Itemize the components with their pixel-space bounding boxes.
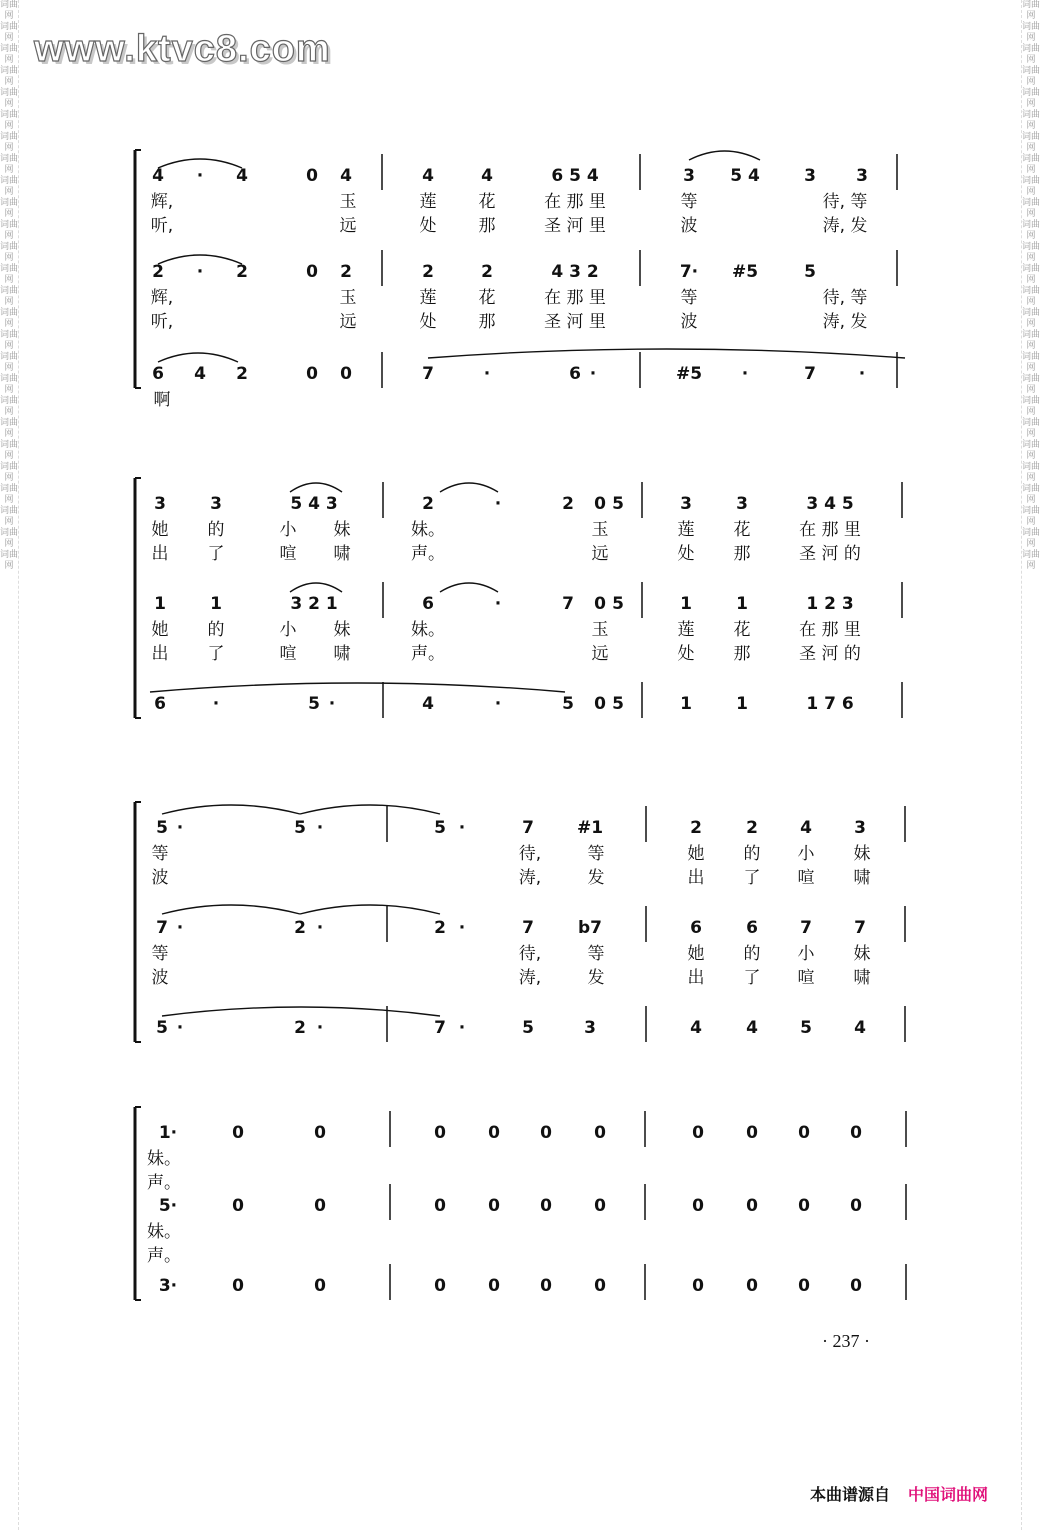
lyric-word: 涛, [518,868,542,888]
lyric-word: 妹 [333,620,351,640]
lyric-word: 发 [587,868,605,888]
lyric-word: 波 [151,868,169,888]
jianpu-note: 0 [692,1123,704,1143]
lyric-word: 圣 河 的 [799,544,861,564]
jianpu-note: 0 [692,1276,704,1296]
jianpu-note: 5· [158,1196,178,1216]
lyric-word: 在 那 里 [544,288,606,308]
lyric-word: 花 [733,620,751,640]
lyric-word: 妹。 [411,520,445,540]
jianpu-note: 0 [594,494,606,514]
lyric-word: 啸 [333,544,351,564]
lyric-word: 待, 等 [822,288,868,308]
jianpu-note: 6 [690,918,702,938]
jianpu-note: 0 [594,1196,606,1216]
lyric-word: 小 [797,844,815,864]
jianpu-note: #5 [731,262,759,282]
jianpu-note: 3 [856,166,868,186]
jianpu-note: · [196,166,204,186]
jianpu-note: 0 [232,1276,244,1296]
jianpu-note: 7 [562,594,574,614]
jianpu-note: 0 [434,1123,446,1143]
jianpu-note: · [176,918,184,938]
jianpu-note: 0 [306,262,318,282]
lyric-word: 处 [419,312,437,332]
jianpu-note: · [494,594,502,614]
jianpu-note: · [458,918,466,938]
jianpu-note: #5 [675,364,703,384]
jianpu-note: 5 [612,594,624,614]
jianpu-note: · [212,694,220,714]
jianpu-note: 0 [488,1276,500,1296]
jianpu-note: 1 2 3 [806,594,854,614]
jianpu-note: 0 [594,1276,606,1296]
jianpu-note: 1 [680,594,692,614]
jianpu-note: 4 [854,1018,866,1038]
jianpu-note: · [458,818,466,838]
lyric-word: 等 [680,192,698,212]
jianpu-note: 3 [584,1018,596,1038]
lyric-word: 待, 等 [822,192,868,212]
jianpu-note: 0 [594,594,606,614]
jianpu-note: 0 [488,1123,500,1143]
lyric-word: 喧 [797,868,815,888]
jianpu-note: 0 [850,1123,862,1143]
slur [162,805,300,814]
jianpu-note: 2 [690,818,702,838]
lyric-word: 妹 [853,844,871,864]
jianpu-note: 2 [434,918,446,938]
jianpu-note: 3 [680,494,692,514]
lyric-word: 了 [743,868,761,888]
lyric-word: 等 [151,944,169,964]
slur [440,483,498,492]
jianpu-note: 1 [680,694,692,714]
lyric-word: 了 [207,644,225,664]
lyric-word: 远 [591,644,609,664]
lyric-word: 涛, 发 [822,312,868,332]
lyric-word: 波 [680,312,698,332]
lyric-word: 啸 [853,868,871,888]
jianpu-note: 5 [562,694,574,714]
jianpu-note: b7 [578,918,602,938]
jianpu-note: 7 [804,364,816,384]
site-watermark: www.ktvc8.com [34,28,331,70]
lyric-word: 涛, 发 [822,216,868,236]
jianpu-note: 6 [152,364,164,384]
jianpu-note: 0 [340,364,352,384]
lyric-word: 辉, [150,192,174,212]
lyric-word: 等 [587,844,605,864]
lyric-word: 莲 [419,192,437,212]
lyric-word: 莲 [419,288,437,308]
lyric-word: 了 [207,544,225,564]
lyric-word: 妹。 [411,620,445,640]
lyric-word: 声。 [411,544,445,564]
jianpu-note: 6 5 4 [551,166,599,186]
jianpu-note: 0 [692,1196,704,1216]
lyric-word: 喧 [279,644,297,664]
jianpu-note: 5 [434,818,446,838]
lyric-word: 待, [518,844,542,864]
jianpu-note: 4 [194,364,206,384]
lyric-word: 小 [279,520,297,540]
jianpu-note: 2 [562,494,574,514]
lyric-word: 在 那 里 [799,620,861,640]
source-label: 本曲谱源自 [810,1485,891,1504]
jianpu-note: 0 [798,1196,810,1216]
slur [158,255,242,264]
jianpu-note: 0 [850,1196,862,1216]
lyric-word: 莲 [677,520,695,540]
jianpu-note: 5 [156,1018,168,1038]
jianpu-note: 3 [854,818,866,838]
lyric-word: 喧 [797,968,815,988]
lyric-word: 听, [150,216,174,236]
lyric-word: 那 [478,216,496,236]
jianpu-note: 0 [314,1196,326,1216]
jianpu-note: 1 7 6 [806,694,854,714]
lyric-word: 远 [339,216,357,236]
jianpu-note: · [196,262,204,282]
lyric-word: 的 [207,620,225,640]
lyric-word: 那 [478,312,496,332]
lyric-word: 花 [478,288,496,308]
lyric-word: 处 [677,544,695,564]
jianpu-note: 0 [232,1196,244,1216]
lyric-word: 出 [151,644,169,664]
lyric-word: 玉 [591,520,609,540]
lyric-word: 远 [591,544,609,564]
lyric-word: 的 [207,520,225,540]
lyric-word: 圣 河 里 [544,312,606,332]
slur [162,905,300,914]
lyric-word: 妹。 [147,1149,181,1169]
lyric-word: 小 [797,944,815,964]
jianpu-note: 2 [746,818,758,838]
lyric-word: 在 那 里 [544,192,606,212]
jianpu-note: 4 [340,166,352,186]
jianpu-note: · [494,494,502,514]
jianpu-note: #1 [576,818,604,838]
lyric-word: 花 [733,520,751,540]
jianpu-note: 7 [422,364,434,384]
site-name: 中国词曲网 [908,1485,989,1504]
jianpu-note: · [176,818,184,838]
slur [428,349,905,358]
lyric-word: 玉 [591,620,609,640]
lyric-word: 出 [687,968,705,988]
jianpu-note: 6 [422,594,434,614]
jianpu-note: 4 [800,818,812,838]
lyric-word: 辉, [150,288,174,308]
jianpu-note: 7 [156,918,168,938]
jianpu-note: 1 [154,594,166,614]
jianpu-note: 2 [236,364,248,384]
lyric-word: 等 [587,944,605,964]
lyric-word: 妹 [853,944,871,964]
slur [158,353,238,362]
jianpu-note: 5 [522,1018,534,1038]
jianpu-note: 5 [804,262,816,282]
lyric-word: 声。 [147,1173,181,1193]
jianpu-note: · [494,694,502,714]
slur [300,905,440,914]
lyric-word: 了 [743,968,761,988]
slur [689,151,760,160]
jianpu-note: 0 [746,1276,758,1296]
jianpu-note: 0 [850,1276,862,1296]
jianpu-note: 5 4 [730,166,760,186]
lyric-word: 在 那 里 [799,520,861,540]
slur [290,483,342,492]
page-number: · 237 · [822,1331,870,1351]
jianpu-note: 3 4 5 [806,494,854,514]
lyric-word: 声。 [411,644,445,664]
lyric-word: 玉 [339,288,357,308]
lyric-word: 那 [733,544,751,564]
lyric-word: 她 [151,520,169,540]
jianpu-note: 0 [540,1276,552,1296]
jianpu-note: 0 [434,1276,446,1296]
jianpu-note: · [858,364,866,384]
jianpu-note: 0 [314,1276,326,1296]
jianpu-note: 0 [306,166,318,186]
lyric-word: 她 [151,620,169,640]
lyric-word: 涛, [518,968,542,988]
jianpu-note: 2 [236,262,248,282]
jianpu-note: 0 [314,1123,326,1143]
lyric-word: 待, [518,944,542,964]
lyric-word: 出 [687,868,705,888]
lyric-word: 喧 [279,544,297,564]
lyric-word: 声。 [147,1246,181,1266]
jianpu-note: · [316,818,324,838]
jianpu-note: 7 [522,918,534,938]
jianpu-note: · [316,1018,324,1038]
jianpu-note: 0 [540,1196,552,1216]
jianpu-note: 7 [434,1018,446,1038]
slur [162,1007,440,1016]
jianpu-note: 5 4 3 [290,494,338,514]
lyric-word: 小 [279,620,297,640]
jianpu-note: 7 [522,818,534,838]
lyric-word: 玉 [339,192,357,212]
jianpu-note: 0 [798,1276,810,1296]
lyric-word: 啸 [853,968,871,988]
lyric-word: 的 [743,844,761,864]
right-watermark-strip: 词曲网 词曲网 词曲网 词曲网 词曲网 词曲网 词曲网 词曲网 词曲网 词曲网 词曲网 词曲网 词曲网 词曲网 词曲网 词曲网 词曲网 词曲网 词曲网 词曲网 词曲网 词曲网 词曲网 词曲网 词曲网 词曲网 [1021,0,1040,1530]
jianpu-note: 2 [422,494,434,514]
jianpu-note: 7 [800,918,812,938]
lyric-word: 莲 [677,620,695,640]
jianpu-note: · [741,364,749,384]
jianpu-note: 4 [746,1018,758,1038]
jianpu-note: 3 [154,494,166,514]
jianpu-note: 0 [594,1123,606,1143]
lyric-word: 的 [743,944,761,964]
slur [290,583,342,592]
lyric-word: 妹 [333,520,351,540]
lyric-word: 圣 河 里 [544,216,606,236]
lyric-word: 出 [151,544,169,564]
jianpu-note: 0 [232,1123,244,1143]
jianpu-note: 4 [422,694,434,714]
jianpu-note: 0 [594,694,606,714]
slur [300,805,440,814]
jianpu-note: 0 [798,1123,810,1143]
lyric-word: 啊 [153,390,171,410]
jianpu-note: 1 [210,594,222,614]
jianpu-note: 0 [306,364,318,384]
left-watermark-strip: 词曲网 词曲网 词曲网 词曲网 词曲网 词曲网 词曲网 词曲网 词曲网 词曲网 词曲网 词曲网 词曲网 词曲网 词曲网 词曲网 词曲网 词曲网 词曲网 词曲网 词曲网 词曲网 词曲网 词曲网 词曲网 词曲网 [0,0,19,1530]
lyric-word: 圣 河 的 [799,644,861,664]
lyric-word: 波 [680,216,698,236]
lyric-word: 处 [677,644,695,664]
jianpu-note: 0 [746,1196,758,1216]
lyric-word: 远 [339,312,357,332]
jianpu-note: 0 [434,1196,446,1216]
jianpu-note: 2 [481,262,493,282]
lyric-word: 啸 [333,644,351,664]
jianpu-note: 7· [679,262,699,282]
source-footer [810,1482,988,1505]
jianpu-note: 5 [800,1018,812,1038]
jianpu-note: 4 [236,166,248,186]
jianpu-note: 2 [422,262,434,282]
lyric-word: 发 [587,968,605,988]
lyric-word: 处 [419,216,437,236]
jianpu-note: 5 [612,694,624,714]
jianpu-note: 0 [540,1123,552,1143]
jianpu-note: 1 [736,694,748,714]
lyric-word: 等 [151,844,169,864]
jianpu-note: 4 3 2 [551,262,599,282]
lyric-word: 妹。 [147,1222,181,1242]
jianpu-note: 5 [308,694,320,714]
jianpu-note: 2 [294,918,306,938]
jianpu-note: 4 [422,166,434,186]
jianpu-note: 4 [481,166,493,186]
jianpu-note: 5 [156,818,168,838]
jianpu-note: 2 [340,262,352,282]
jianpu-note: 5 [294,818,306,838]
jianpu-note: · [176,1018,184,1038]
jianpu-note: 2 [152,262,164,282]
slur [440,583,498,592]
lyric-word: 等 [680,288,698,308]
lyric-word: 波 [151,968,169,988]
jianpu-note: 7 [854,918,866,938]
jianpu-note: 3 [210,494,222,514]
slur [150,683,565,692]
jianpu-note: 1· [158,1123,178,1143]
lyric-word: 她 [687,844,705,864]
jianpu-note: 5 [612,494,624,514]
jianpu-note: 3· [158,1276,178,1296]
lyric-word: 听, [150,312,174,332]
jianpu-note: 4 [690,1018,702,1038]
jianpu-note: · [483,364,491,384]
jianpu-note: 3 [804,166,816,186]
jianpu-note: 4 [152,166,164,186]
jianpu-note: 1 [736,594,748,614]
jianpu-note: · [458,1018,466,1038]
jianpu-note: 6 [154,694,166,714]
jianpu-note: 2 [294,1018,306,1038]
jianpu-note: 3 [683,166,695,186]
jianpu-note: · [328,694,336,714]
jianpu-note: · [589,364,597,384]
jianpu-note: · [316,918,324,938]
jianpu-note: 3 [736,494,748,514]
lyric-word: 花 [478,192,496,212]
lyric-word: 她 [687,944,705,964]
jianpu-note: 6 [746,918,758,938]
slur [158,159,242,168]
jianpu-note: 0 [488,1196,500,1216]
jianpu-note: 6 [569,364,581,384]
lyric-word: 那 [733,644,751,664]
jianpu-note: 0 [746,1123,758,1143]
jianpu-note: 3 2 1 [290,594,338,614]
